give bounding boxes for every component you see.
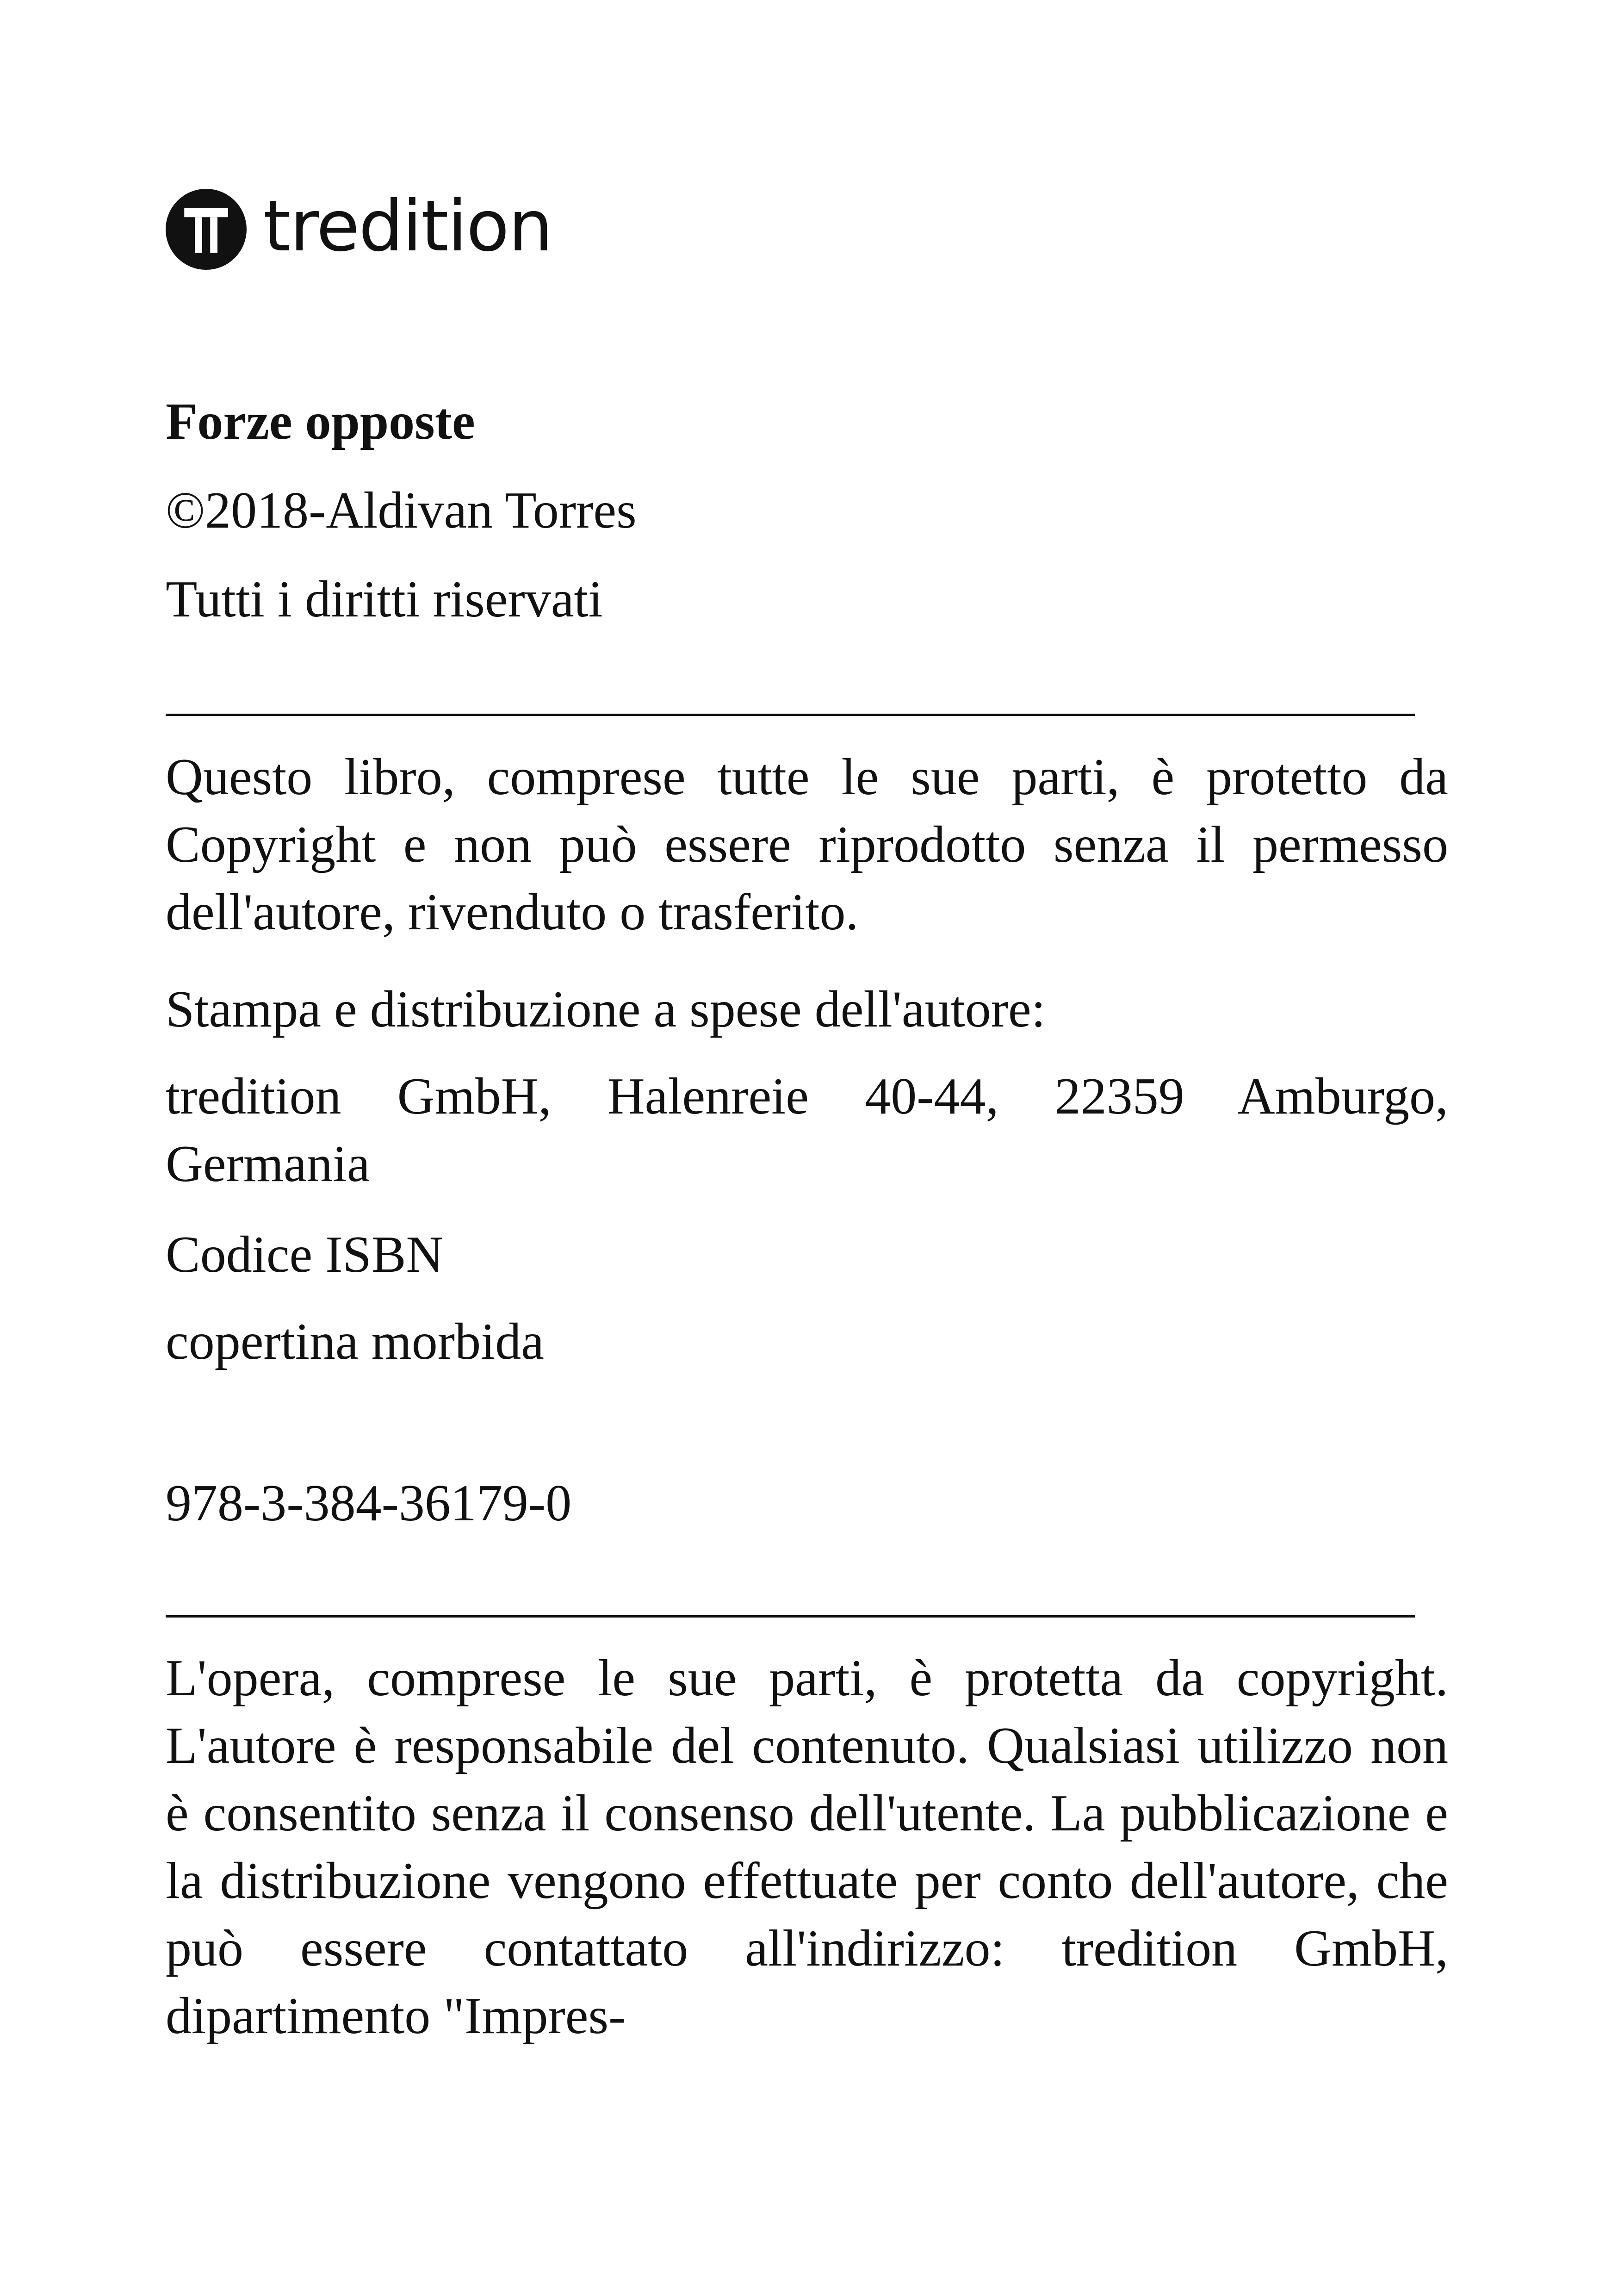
legal-text: L'opera, comprese le sue parti, è protetta da copyright. L'autore è responsabile del contenuto. Qualsiasi utilizzo non è consentito senza il consenso dell'utente. La pubblicazione e la distribuzione vengono effettuate per conto dell'autore, che può essere contattato all'indirizzo: tredition GmbH, dipartimento "Impres- bbox=[166, 1649, 1448, 2045]
publisher-name: tredition bbox=[263, 185, 552, 267]
isbn-label: Codice ISBN bbox=[166, 1226, 444, 1283]
divider-bottom bbox=[166, 1615, 1415, 1618]
rights-line: Tutti i diritti riservati bbox=[166, 571, 603, 628]
printing-note: Stampa e distribuzione a spese dell'autore: bbox=[166, 981, 1046, 1038]
publisher-logo bbox=[166, 187, 552, 271]
publisher-address: tredition GmbH, Halenreie 40-44, 22359 Amburgo, Germania bbox=[166, 1068, 1448, 1193]
tredition-logo-icon bbox=[166, 189, 247, 270]
copyright-line: ©2018-Aldivan Torres bbox=[166, 482, 637, 539]
isbn-number: 978-3-384-36179-0 bbox=[166, 1475, 572, 1532]
book-title: Forze opposte bbox=[166, 393, 475, 450]
divider-top bbox=[166, 714, 1415, 716]
copyright-notice: Questo libro, comprese tutte le sue parti, è protetto da Copyright e non può essere riprodotto senza il permesso dell'autore, rivenduto o trasferito. bbox=[166, 748, 1448, 941]
book-format: copertina morbida bbox=[166, 1313, 544, 1370]
